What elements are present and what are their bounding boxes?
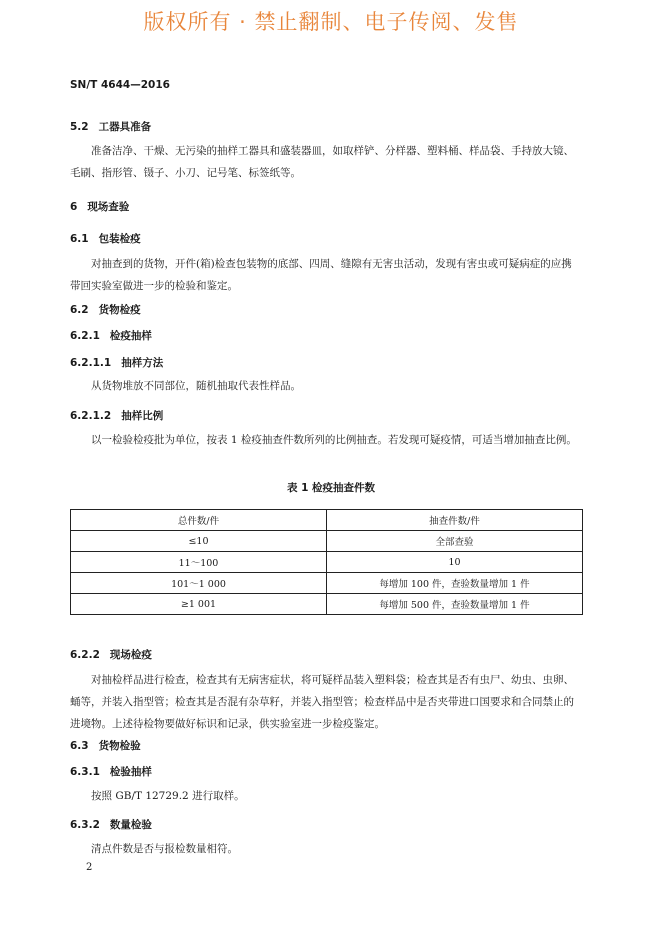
section-6-3-2-text: 清点件数是否与报检数量相符。	[91, 843, 238, 855]
section-number: 6.2.1	[70, 330, 100, 342]
section-6-1-heading	[70, 231, 141, 246]
section-title: 抽样方法	[121, 357, 164, 369]
table-row	[71, 552, 583, 573]
section-title: 检疫抽样	[109, 330, 152, 342]
section-6-3-heading	[70, 738, 141, 753]
section-title: 货物检疫	[98, 304, 141, 316]
table-header-row	[71, 510, 583, 531]
section-6-3-2-heading	[70, 817, 152, 832]
section-number: 6.2.1.1	[70, 357, 112, 369]
copyright-watermark: 版权所有 · 禁止翻制、电子传阅、发售	[143, 10, 519, 34]
table-row	[71, 531, 583, 552]
inspection-sampling-table	[70, 509, 583, 615]
section-number: 6.3.2	[70, 819, 100, 831]
table-caption: 表 1 检疫抽查件数	[286, 482, 376, 494]
section-6-heading	[70, 199, 129, 214]
section-number: 6.3.1	[70, 766, 100, 778]
section-5-2-text: 准备洁净、干燥、无污染的抽样工器具和盛装器皿，如取样铲、分样器、塑料桶、样品袋、手持放大镜、毛刷、指形管、镊子、小刀、记号笔、标签纸等。	[70, 145, 574, 179]
table-cell: 全部查验	[327, 531, 583, 552]
section-6-1-text: 对抽查到的货物，开件(箱)检查包装物的底部、四周、缝隙有无害虫活动，发现有害虫或可疑病症的应携带回实验室做进一步的检验和鉴定。	[70, 258, 572, 292]
section-6-2-1-heading	[70, 328, 152, 343]
section-number: 6.2.1.2	[70, 410, 112, 422]
standard-number-header: SN/T 4644—2016	[70, 79, 170, 91]
section-6-2-heading	[70, 302, 141, 317]
section-6-2-1-1-text: 从货物堆放不同部位，随机抽取代表性样品。	[91, 380, 301, 392]
table-header-cell: 总件数/件	[71, 510, 327, 531]
section-title: 数量检验	[109, 819, 152, 831]
section-number: 6.2	[70, 304, 89, 316]
section-number: 5.2	[70, 121, 89, 133]
section-6-2-1-1-heading	[70, 355, 163, 370]
section-title: 工器具准备	[98, 121, 152, 133]
section-5-2-heading	[70, 119, 151, 134]
table-cell: 每增加 500 件，查验数量增加 1 件	[327, 594, 583, 615]
table-header-cell: 抽查件数/件	[327, 510, 583, 531]
table-cell: 每增加 100 件，查验数量增加 1 件	[327, 573, 583, 594]
section-6-2-2-heading	[70, 647, 152, 662]
table-cell: 10	[327, 552, 583, 573]
section-title: 检验抽样	[109, 766, 152, 778]
section-number: 6.2.2	[70, 649, 100, 661]
page-number: 2	[86, 862, 93, 873]
section-number: 6.3	[70, 740, 89, 752]
section-6-2-2-text: 对抽检样品进行检查，检查其有无病害症状，将可疑样品装入塑料袋；检查其是否有虫尸、幼虫、虫卵、蛹等，并装入指型管；检查其是否混有杂草籽，并装入指型管；检查样品中是否夹带进口国要求和合同禁止的进境物。上述待检物要做好标识和记录，供实验室进一步检疫鉴定。	[70, 674, 574, 730]
section-6-3-1-text: 按照 GB/T 12729.2 进行取样。	[91, 790, 245, 802]
section-number: 6.1	[70, 233, 89, 245]
section-6-2-1-2-text: 以一检验检疫批为单位，按表 1 检疫抽查件数所列的比例抽查。若发现可疑疫情，可适当增加抽查比例。	[91, 434, 577, 446]
section-number: 6	[70, 201, 78, 213]
table-row	[71, 594, 583, 615]
section-6-2-1-2-heading	[70, 408, 163, 423]
section-title: 货物检验	[98, 740, 141, 752]
section-title: 现场检疫	[109, 649, 152, 661]
section-title: 现场查验	[87, 201, 130, 213]
section-title: 抽样比例	[121, 410, 164, 422]
table-cell: 11～100	[71, 552, 327, 573]
section-title: 包装检疫	[98, 233, 141, 245]
table-row	[71, 573, 583, 594]
table-cell: ≤10	[71, 531, 327, 552]
table-cell: ≥1 001	[71, 594, 327, 615]
section-6-3-1-heading	[70, 764, 152, 779]
table-cell: 101～1 000	[71, 573, 327, 594]
